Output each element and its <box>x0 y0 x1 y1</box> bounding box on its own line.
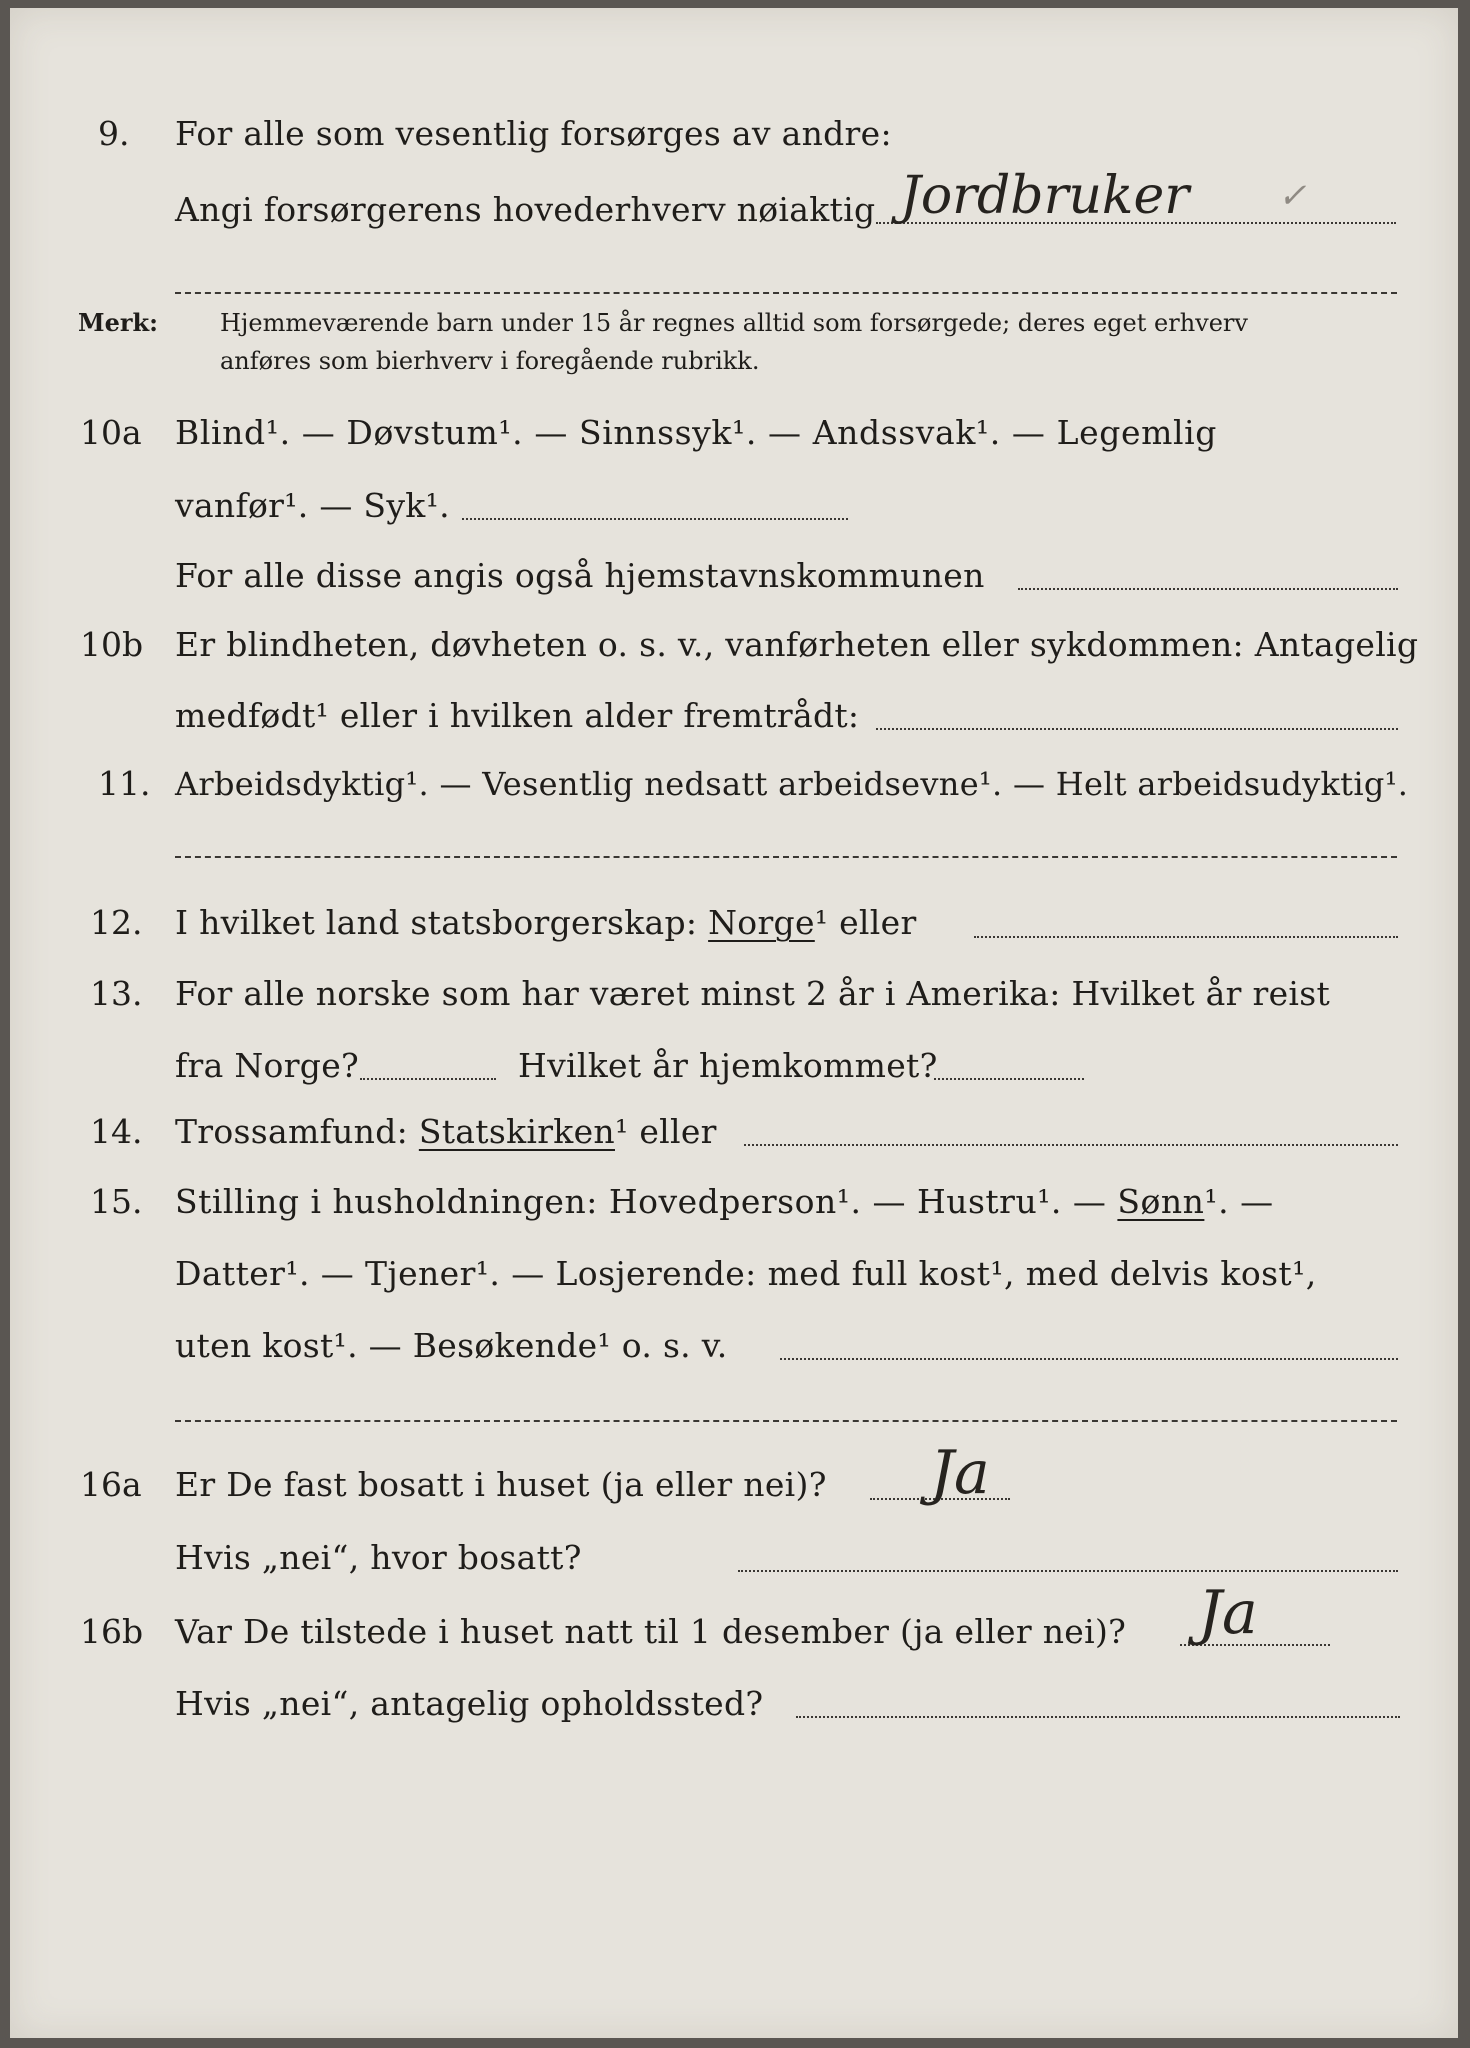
q12-norge-underlined: Norge <box>708 903 815 942</box>
q9-line2: Angi forsørgerens hovederhverv nøiaktig <box>175 190 876 229</box>
q10b-line2: medfødt¹ eller i hvilken alder fremtrådt: <box>175 696 860 735</box>
q16a-handwritten-answer: Ja <box>930 1438 990 1508</box>
q12-answer-line <box>974 936 1398 938</box>
q12-number: 12. <box>90 903 143 942</box>
q16a-line2: Hvis „nei“, hvor bosatt? <box>175 1538 582 1577</box>
q16a-line1: Er De fast bosatt i huset (ja eller nei)? <box>175 1465 827 1504</box>
merk-label: Merk: <box>78 308 158 337</box>
q12-line: I hvilket land statsborgerskap: Norge¹ eller <box>175 903 917 942</box>
q10a-line2: vanfør¹. — Syk¹. <box>175 486 450 525</box>
q16b-number: 16b <box>80 1612 144 1651</box>
q13-number: 13. <box>90 974 143 1013</box>
q9-handwritten-answer: Jordbruker <box>900 166 1190 226</box>
q9-line1: For alle som vesentlig forsørges av andre: <box>175 114 892 153</box>
q15-line1: Stilling i husholdningen: Hovedperson¹. — Hustru¹. — Sønn¹. — <box>175 1182 1274 1221</box>
divider-rule <box>175 292 1397 294</box>
q14-answer-line <box>744 1144 1398 1146</box>
q13-reist-line <box>360 1078 496 1080</box>
q10b-number: 10b <box>80 625 144 664</box>
census-form-page <box>10 8 1458 2038</box>
q15-line2: Datter¹. — Tjener¹. — Losjerende: med full kost¹, med delvis kost¹, <box>175 1254 1317 1293</box>
q15-answer-line <box>780 1358 1398 1360</box>
q10a-number: 10a <box>80 413 142 452</box>
q15-number: 15. <box>90 1182 143 1221</box>
q13-line2a: fra Norge? <box>175 1046 360 1085</box>
q16b-line1: Var De tilstede i huset natt til 1 desember (ja eller nei)? <box>175 1612 1127 1651</box>
q11-number: 11. <box>98 764 151 803</box>
q9-pencil-mark: ✓ <box>1278 176 1307 216</box>
q10b-answer-line <box>876 728 1398 730</box>
q16b-line2: Hvis „nei“, antagelig opholdssted? <box>175 1684 764 1723</box>
q14-statskirken-underlined: Statskirken <box>418 1112 615 1151</box>
q16b-opholdssted-line <box>796 1716 1400 1718</box>
q15-sonn-underlined: Sønn <box>1117 1182 1205 1221</box>
q14-number: 14. <box>90 1112 143 1151</box>
q10a-line1: Blind¹. — Døvstum¹. — Sinnssyk¹. — Andssvak¹. — Legemlig <box>175 413 1218 452</box>
q16a-bosatt-line <box>738 1570 1398 1572</box>
merk-line1: Hjemmeværende barn under 15 år regnes alltid som forsørgede; deres eget erhverv <box>220 309 1248 337</box>
merk-line2: anføres som bierhverv i foregående rubrikk. <box>220 347 760 375</box>
q9-number: 9. <box>98 114 130 153</box>
q10a-hjemstavn-line <box>1018 588 1398 590</box>
q16b-handwritten-answer: Ja <box>1198 1578 1258 1648</box>
q10a-line3: For alle disse angis også hjemstavnskommunen <box>175 556 985 595</box>
q15-line3: uten kost¹. — Besøkende¹ o. s. v. <box>175 1326 728 1365</box>
q15-answer-rule <box>175 1420 1397 1422</box>
q10b-line1: Er blindheten, døvheten o. s. v., vanførheten eller sykdommen: Antagelig <box>175 625 1419 664</box>
q11-line1: Arbeidsdyktig¹. — Vesentlig nedsatt arbeidsevne¹. — Helt arbeidsudyktig¹. <box>175 765 1409 803</box>
q16a-number: 16a <box>80 1465 142 1504</box>
q13-hjemkommet-line <box>934 1078 1084 1080</box>
q13-line1: For alle norske som har været minst 2 år i Amerika: Hvilket år reist <box>175 974 1331 1013</box>
q11-answer-rule <box>175 856 1397 858</box>
q10a-syk-line <box>462 518 848 520</box>
q13-line2b: Hvilket år hjemkommet? <box>518 1046 938 1085</box>
q14-line: Trossamfund: Statskirken¹ eller <box>175 1112 717 1151</box>
